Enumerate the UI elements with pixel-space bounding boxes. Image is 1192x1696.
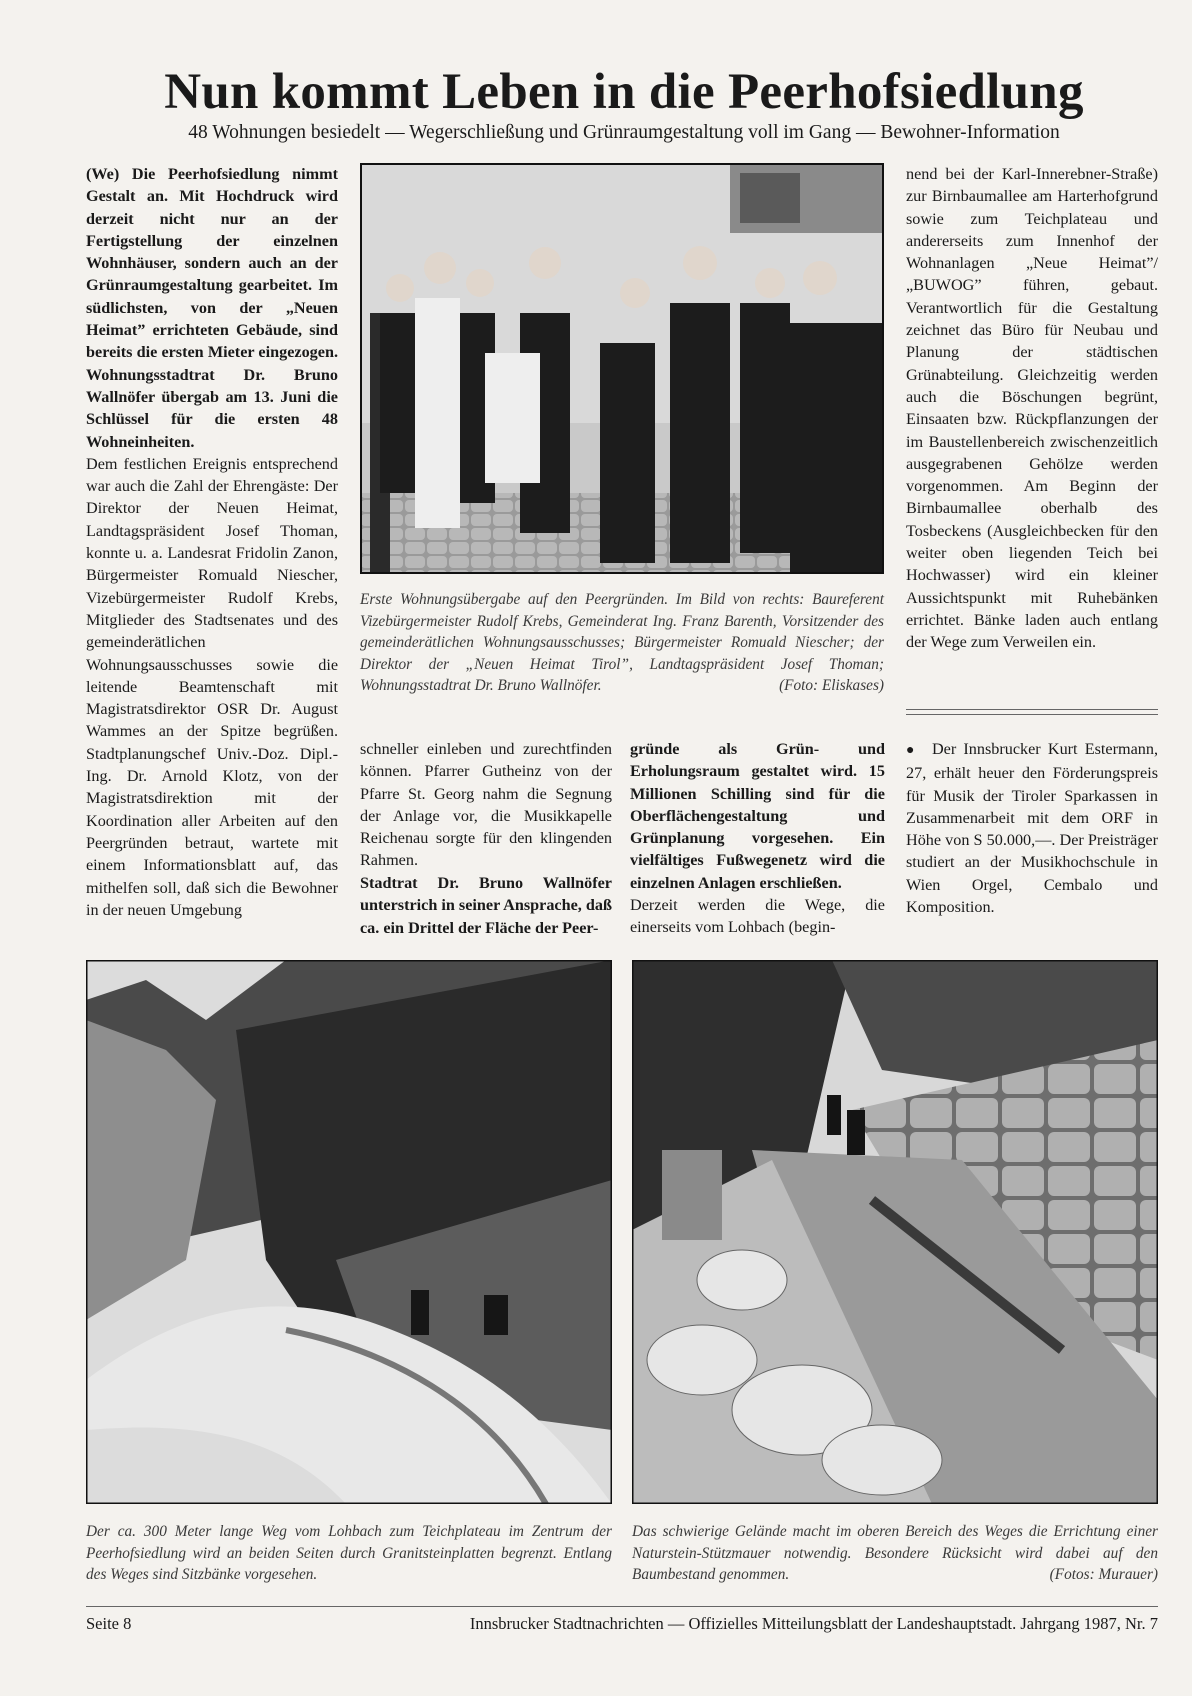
photo-key-handover bbox=[360, 163, 884, 574]
bottom-left-caption: Der ca. 300 Meter lange Weg vom Lohbach zum Teichplateau im Zentrum der Peerhofsiedlung wird an beiden Seiten durch Granitsteinplatten begrenzt. Entlang des Weges sind Sitzbänke vorgesehen. bbox=[86, 1523, 612, 1583]
photo-retaining-wall bbox=[632, 960, 1158, 1504]
footer-rule bbox=[86, 1606, 1158, 1607]
bottom-right-caption-text: Das schwierige Gelände macht im oberen Bereich des Weges die Errichtung einer Naturstein-Stützmauer notwendig. Besondere Rücksicht wird dabei auf den Baumbestand genommen. bbox=[632, 1523, 1158, 1583]
lead-paragraph: (We) Die Peerhofsiedlung nimmt Gestalt an. Mit Hochdruck wird derzeit nicht nur an der Fertigstellung der einzelnen Wohnhäuser, sondern auch an der Grünraumgestaltung gearbeitet. Im südlichsten, von der „Neuen Heimat” errichteten Gebäude, sind bereits die ersten Mieter eingezogen. Wohnungsstadtrat Dr. Bruno Wallnöfer übergab am 13. Juni die Schlüssel für die ersten 48 Wohneinheiten. bbox=[86, 165, 338, 451]
paragraph-blessing: schneller einleben und zurechtfinden können. Pfarrer Gutheinz von der Pfarre St. Georg nahm die Segnung der Anlage vor, die Musikkapelle Reichenau sorgte für den klingenden Rahmen. bbox=[360, 740, 612, 870]
photo-path-lohbach bbox=[86, 960, 612, 1504]
top-photo-caption bbox=[360, 589, 884, 697]
subheadline: 48 Wohnungen besiedelt — Wegerschließung und Grünraumgestaltung voll im Gang — Bewohner-Information bbox=[188, 122, 1060, 143]
notice-paragraph bbox=[906, 738, 1158, 918]
divider-rule-top bbox=[906, 709, 1158, 710]
bottom-photo-credit: (Fotos: Murauer) bbox=[1049, 1566, 1158, 1583]
column-center-right bbox=[630, 738, 885, 939]
headline: Nun kommt Leben in die Peerhofsiedlung bbox=[164, 64, 1084, 120]
notice-text: Der Innsbrucker Kurt Estermann, 27, erhält heuer den Förderungspreis für Musik der Tiroler Sparkassen in Zusammenarbeit mit dem ORF in Höhe von S 50.000,—. Der Preisträger studiert an der Musikhochschule in Wien Orgel, Cembalo und Komposition. bbox=[906, 740, 1158, 917]
footer-page-number: Seite 8 bbox=[86, 1614, 132, 1633]
paragraph-guests: Dem festlichen Ereignis entsprechend war auch die Zahl der Ehrengäste: Der Direktor der Neuen Heimat, Landtagspräsident Josef Thoman, konnte u. a. Landesrat Fridolin Zanon, Bürgermeister Romuald Niescher, Vizebürgermeister Rudolf Krebs, Mitglieder des Stadtsenates und des gemeinderätlichen Wohnungsausschusses sowie die leitende Beamtenschaft mit Magistratsdirektor OSR Dr. August Wammes an der Spitze begrüßen. Stadtplanungschef Univ.-Doz. Dipl.-Ing. Dr. Arnold Klotz, von der Magistratsdirektion mit der Koordination aller Arbeiten auf den Peergründen betraut, wartete mit einem Informationsblatt auf, das mithelfen soll, daß sich die Bewohner in der neuen Umgebung bbox=[86, 454, 338, 919]
column-left bbox=[86, 163, 338, 921]
bottom-right-caption bbox=[632, 1521, 1158, 1586]
top-photo-credit: (Foto: Eliskases) bbox=[779, 677, 884, 694]
column-middle-bold bbox=[360, 872, 612, 939]
divider-rule-bottom bbox=[906, 714, 1158, 715]
column-right bbox=[906, 163, 1158, 654]
paragraph-paths-start: Derzeit werden die Wege, die einerseits vom Lohbach (begin- bbox=[630, 896, 885, 937]
top-photo-caption-text: Erste Wohnungsübergabe auf den Peergründen. Im Bild von rechts: Baureferent Vizebürgermeister Rudolf Krebs, Gemeinderat Ing. Franz Barenth, Vorsitzender des gemeinderätlichen Wohnungsausschusses; Bürgermeister Romuald Niescher; der Direktor der „Neuen Heimat Tirol”, Landtagspräsident Josef Thoman; Wohnungsstadtrat Dr. Bruno Wallnöfer. bbox=[360, 591, 884, 694]
paragraph-paths: nend bei der Karl-Innerebner-Straße) zur Birnbaumallee am Harterhofgrund sowie zum Teichplateau und andererseits zum Innenhof der Wohnanlagen „Neue Heimat”/„BUWOG” führen, gebaut. Verantwortlich für die Gestaltung zeichnet das Büro für Neubau und Planung der städtischen Grünabteilung. Gleichzeitig werden auch die Böschungen begrünt, Einsaaten bzw. Rückpflanzungen der im Baustellenbereich zwischenzeitlich ausgegrabenen Gehölze werden vorgenommen. Am Beginn der Birnbaumallee oberhalb des Tosbeckens (Ausgleichbecken für den weiter oben liegenden Teich bei Hochwasser) wird ein kleiner Aussichtspunkt mit Ruhebänken errichtet. Bänke laden auch entlang der Wege zum Verweilen ein. bbox=[906, 165, 1158, 652]
footer-publication: Innsbrucker Stadtnachrichten — Offizielles Mitteilungsblatt der Landeshauptstadt. Jahrgang 1987, Nr. 7 bbox=[469, 1614, 1158, 1633]
column-middle bbox=[360, 738, 612, 872]
notice-block bbox=[906, 738, 1158, 918]
paragraph-speech-part: Stadtrat Dr. Bruno Wallnöfer unterstrich in seiner Ansprache, daß ca. ein Drittel der Fläche der Peer- bbox=[360, 874, 612, 937]
paragraph-speech: gründe als Grün- und Erholungsraum gestaltet wird. 15 Millionen Schilling sind für die Oberflächengestaltung und Grünplanung vorgesehen. Ein vielfältiges Fußwegenetz wird die einzelnen Anlagen erschließen. bbox=[630, 740, 885, 892]
bullet-icon: ● bbox=[906, 743, 918, 758]
